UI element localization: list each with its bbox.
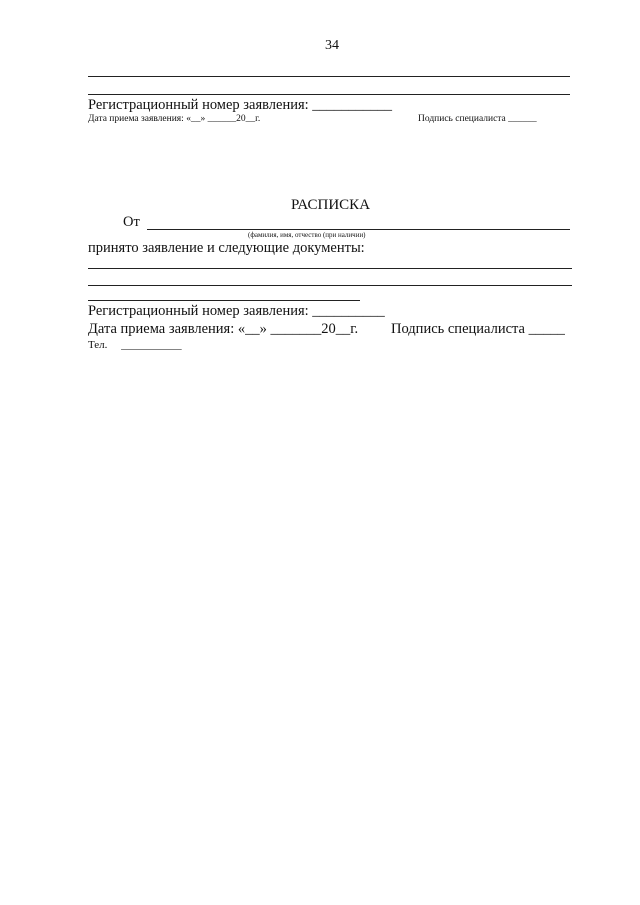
registration-number: Регистрационный номер заявления: __________	[88, 303, 385, 319]
receipt-title: РАСПИСКА	[291, 197, 371, 213]
from-label: От	[123, 214, 140, 230]
blank-line	[88, 94, 570, 95]
registration-number: Регистрационный номер заявления: ___________	[88, 97, 393, 113]
blank-line	[88, 268, 572, 269]
specialist-signature: Подпись специалиста _____	[391, 321, 565, 337]
page-number: 34	[325, 38, 339, 53]
accepted-text: принято заявление и следующие документы:	[88, 240, 365, 256]
application-date: Дата приема заявления: «__» _______20__г.	[88, 321, 359, 337]
specialist-signature: Подпись специалиста ______	[418, 114, 537, 124]
blank-line	[88, 76, 570, 77]
blank-line	[88, 300, 360, 301]
application-date: Дата приема заявления: «__» ______20__г.	[88, 114, 261, 124]
blank-line	[88, 285, 572, 286]
from-caption: (фамилия, имя, отчество (при наличии)	[248, 231, 366, 239]
phone: Тел. ___________	[88, 339, 182, 351]
from-line	[147, 229, 570, 230]
